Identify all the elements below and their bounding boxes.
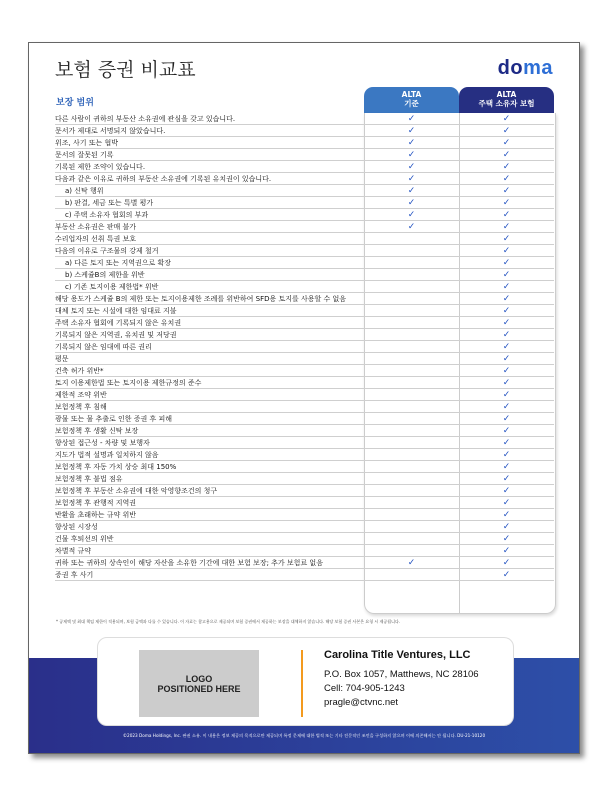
- col-label: ALTA: [401, 90, 422, 99]
- check-icon: ✓: [502, 221, 511, 232]
- coverage-label: 차별적 규약: [55, 546, 92, 555]
- check-icon: ✓: [502, 245, 511, 256]
- table-row: [55, 317, 554, 329]
- check-icon: ✓: [502, 389, 511, 400]
- table-row: [55, 125, 554, 137]
- table-row: [55, 497, 554, 509]
- coverage-label: 보험정책 후 관행적 지역권: [55, 498, 137, 507]
- coverage-label: 대체 토지 또는 시설에 대한 임대료 지불: [55, 306, 177, 315]
- coverage-label: 보험정책 후 생활 신탁 보장: [55, 426, 139, 435]
- check-icon: ✓: [502, 209, 511, 220]
- table-row: [55, 353, 554, 365]
- logo-part: do: [497, 57, 524, 79]
- table-row: [55, 245, 554, 257]
- table-row: [55, 209, 554, 221]
- coverage-label: 귀하 또는 귀하의 상속인이 해당 자산을 소유한 기간에 대한 보험 보장; 추가 보험료 없음: [55, 558, 323, 567]
- check-icon: ✓: [502, 449, 511, 460]
- agent-card: [97, 637, 514, 726]
- coverage-label: 보험정책 후 침해: [55, 402, 107, 411]
- table-row: [55, 461, 554, 473]
- check-icon: ✓: [502, 269, 511, 280]
- coverage-label: a) 다른 토지 또는 지역권으로 확장: [65, 258, 172, 267]
- check-icon: ✓: [502, 569, 511, 580]
- table-row: [55, 305, 554, 317]
- check-icon: ✓: [502, 485, 511, 496]
- check-icon: ✓: [407, 137, 416, 148]
- coverage-label: 토지 이용제한법 또는 토지이용 제한규정의 준수: [55, 378, 202, 387]
- coverage-label: 평문: [55, 354, 69, 363]
- table-row: [55, 293, 554, 305]
- coverage-label: 기록된 제한 조약이 있습니다.: [55, 162, 146, 171]
- coverage-label: c) 기존 토지이용 제한법* 위반: [65, 282, 159, 291]
- table-row: [55, 221, 554, 233]
- table-row: [55, 377, 554, 389]
- table-row: [55, 569, 554, 581]
- coverage-label: 다음의 이유로 구조물의 강제 철거: [55, 246, 159, 255]
- check-icon: ✓: [502, 377, 511, 388]
- check-icon: ✓: [502, 257, 511, 268]
- col-sublabel: 주택 소유자 보험: [478, 99, 535, 108]
- table-row: [55, 449, 554, 461]
- check-icon: ✓: [502, 509, 511, 520]
- coverage-label: 주택 소유자 협회에 기록되지 않은 유치권: [55, 318, 182, 327]
- coverage-label: 지도가 법적 설명과 일치하지 않음: [55, 450, 159, 459]
- coverage-label: 보험정책 후 자동 가치 상승 최대 150%: [55, 462, 177, 471]
- table-row: [55, 425, 554, 437]
- table-row: [55, 149, 554, 161]
- coverage-label: 반환을 초래하는 규약 위반: [55, 510, 137, 519]
- check-icon: ✓: [502, 425, 511, 436]
- check-icon: ✓: [502, 197, 511, 208]
- table-row: [55, 233, 554, 245]
- table-row: [55, 509, 554, 521]
- check-icon: ✓: [407, 197, 416, 208]
- check-icon: ✓: [502, 353, 511, 364]
- check-icon: ✓: [502, 437, 511, 448]
- table-row: [55, 329, 554, 341]
- check-icon: ✓: [502, 533, 511, 544]
- check-icon: ✓: [502, 521, 511, 532]
- table-row: [55, 161, 554, 173]
- check-icon: ✓: [407, 557, 416, 568]
- coverage-label: 향상된 접근성 - 차량 및 보행자: [55, 438, 150, 447]
- logo-accent: ma: [523, 57, 553, 79]
- coverage-label: 건물 후퇴선의 위반: [55, 534, 114, 543]
- check-icon: ✓: [502, 293, 511, 304]
- coverage-label: 기록되지 않은 지역권, 유치권 및 저당권: [55, 330, 177, 339]
- coverage-label: 문서의 잘못된 기록: [55, 150, 114, 159]
- coverage-label: 부동산 소유권은 판매 불가: [55, 222, 137, 231]
- coverage-label: 증권 후 사기: [55, 570, 94, 579]
- coverage-label: 위조, 사기 또는 협박: [55, 138, 118, 147]
- check-icon: ✓: [502, 281, 511, 292]
- document-page: [28, 42, 580, 754]
- agent-name: Carolina Title Ventures, LLC: [324, 649, 471, 661]
- table-row: [55, 485, 554, 497]
- table-row: [55, 521, 554, 533]
- section-heading: 보장 범위: [56, 98, 94, 108]
- coverage-label: 기록되지 않은 임대에 따른 권리: [55, 342, 152, 351]
- agent-email[interactable]: pragle@ctvnc.net: [324, 697, 399, 708]
- coverage-label: 다른 사람이 귀하의 부동산 소유권에 관심을 갖고 있습니다.: [55, 114, 236, 123]
- table-row: [55, 269, 554, 281]
- check-icon: ✓: [407, 161, 416, 172]
- check-icon: ✓: [407, 125, 416, 136]
- footnote: * 공제액 및 최대 책임 제한이 적용되며, 보험 금액과 다를 수 있습니다. 이 자료는 참고용으로 제공되며 보험 증권에서 제공하는 보장을 대체하지 않습니다. 해당 보험 증권 사본은 요청 시 제공됩니다.: [56, 619, 401, 624]
- coverage-label: 건축 허가 위반*: [55, 366, 104, 375]
- table-row: [55, 341, 554, 353]
- coverage-label: 문서가 제대로 서명되지 않았습니다.: [55, 126, 166, 135]
- table-row: [55, 197, 554, 209]
- table-row: [55, 557, 554, 569]
- logo-text: LOGO: [185, 673, 213, 684]
- coverage-label: 보험정책 후 부동산 소유권에 대한 악영향조건의 청구: [55, 486, 218, 495]
- page-title: 보험 증권 비교표: [55, 59, 196, 81]
- coverage-label: 제한적 조약 위반: [55, 390, 107, 399]
- logo-text: POSITIONED HERE: [157, 683, 241, 694]
- check-icon: ✓: [502, 125, 511, 136]
- coverage-label: c) 주택 소유자 협회의 부과: [65, 210, 149, 219]
- column-header-alta-homeowner: [459, 87, 554, 113]
- check-icon: ✓: [502, 473, 511, 484]
- coverage-label: 보험정책 후 불법 점유: [55, 474, 123, 483]
- check-icon: ✓: [407, 221, 416, 232]
- check-icon: ✓: [502, 365, 511, 376]
- table-row: [55, 365, 554, 377]
- check-icon: ✓: [407, 149, 416, 160]
- agent-phone: Cell: 704-905-1243: [324, 683, 405, 694]
- coverage-label: 다음과 같은 이유로 귀하의 부동산 소유권에 기록된 유치권이 있습니다.: [55, 174, 272, 183]
- check-icon: ✓: [502, 161, 511, 172]
- table-row: [55, 545, 554, 557]
- table-row: [55, 113, 554, 125]
- check-icon: ✓: [502, 401, 511, 412]
- check-icon: ✓: [502, 413, 511, 424]
- check-icon: ✓: [502, 557, 511, 568]
- check-icon: ✓: [502, 305, 511, 316]
- coverage-label: b) 스케쥴B의 제한을 위반: [65, 270, 145, 279]
- check-icon: ✓: [502, 185, 511, 196]
- table-row: [55, 173, 554, 185]
- coverage-label: 수리업자의 선취 특권 보호: [55, 234, 137, 243]
- check-icon: ✓: [502, 137, 511, 148]
- table-row: [55, 389, 554, 401]
- logo-placeholder: [139, 650, 259, 717]
- table-row: [55, 401, 554, 413]
- coverage-label: b) 판결, 세금 또는 특별 평가: [65, 198, 154, 207]
- table-row: [55, 473, 554, 485]
- table-row: [55, 185, 554, 197]
- check-icon: ✓: [502, 341, 511, 352]
- agent-address: P.O. Box 1057, Matthews, NC 28106: [324, 669, 479, 680]
- table-row: [55, 413, 554, 425]
- check-icon: ✓: [407, 209, 416, 220]
- col-sublabel: 기준: [404, 99, 419, 108]
- check-icon: ✓: [502, 497, 511, 508]
- table-row: [55, 257, 554, 269]
- coverage-label: a) 신탁 행위: [65, 186, 104, 195]
- coverage-table: [55, 113, 554, 581]
- coverage-label: 향상된 시장성: [55, 522, 98, 531]
- check-icon: ✓: [502, 545, 511, 556]
- check-icon: ✓: [502, 329, 511, 340]
- check-icon: ✓: [407, 113, 416, 124]
- check-icon: ✓: [407, 173, 416, 184]
- check-icon: ✓: [502, 149, 511, 160]
- table-row: [55, 137, 554, 149]
- doma-logo: [498, 57, 553, 80]
- check-icon: ✓: [502, 233, 511, 244]
- divider: [301, 650, 303, 717]
- table-row: [55, 281, 554, 293]
- check-icon: ✓: [502, 461, 511, 472]
- check-icon: ✓: [407, 185, 416, 196]
- col-label: ALTA: [496, 90, 517, 99]
- table-row: [55, 437, 554, 449]
- column-header-alta-standard: [364, 87, 459, 113]
- check-icon: ✓: [502, 113, 511, 124]
- coverage-label: 광물 또는 물 추출로 인한 증권 후 피해: [55, 414, 173, 423]
- check-icon: ✓: [502, 173, 511, 184]
- copyright: ©2023 Doma Holdings, Inc. 판권 소유. 이 내용은 정보 제공의 목적으로만 제공되며 특정 문제에 대한 법적 또는 기타 전문적인 조언을 구성하지 않으며 이에 의존해서는 안 됩니다. DU-21-10120: [122, 733, 486, 738]
- coverage-label: 해당 용도가 스케쥴 B의 제한 또는 토지이용제한 조례를 위반하여 SFD용 토지를 사용할 수 없음: [55, 294, 347, 303]
- check-icon: ✓: [502, 317, 511, 328]
- table-row: [55, 533, 554, 545]
